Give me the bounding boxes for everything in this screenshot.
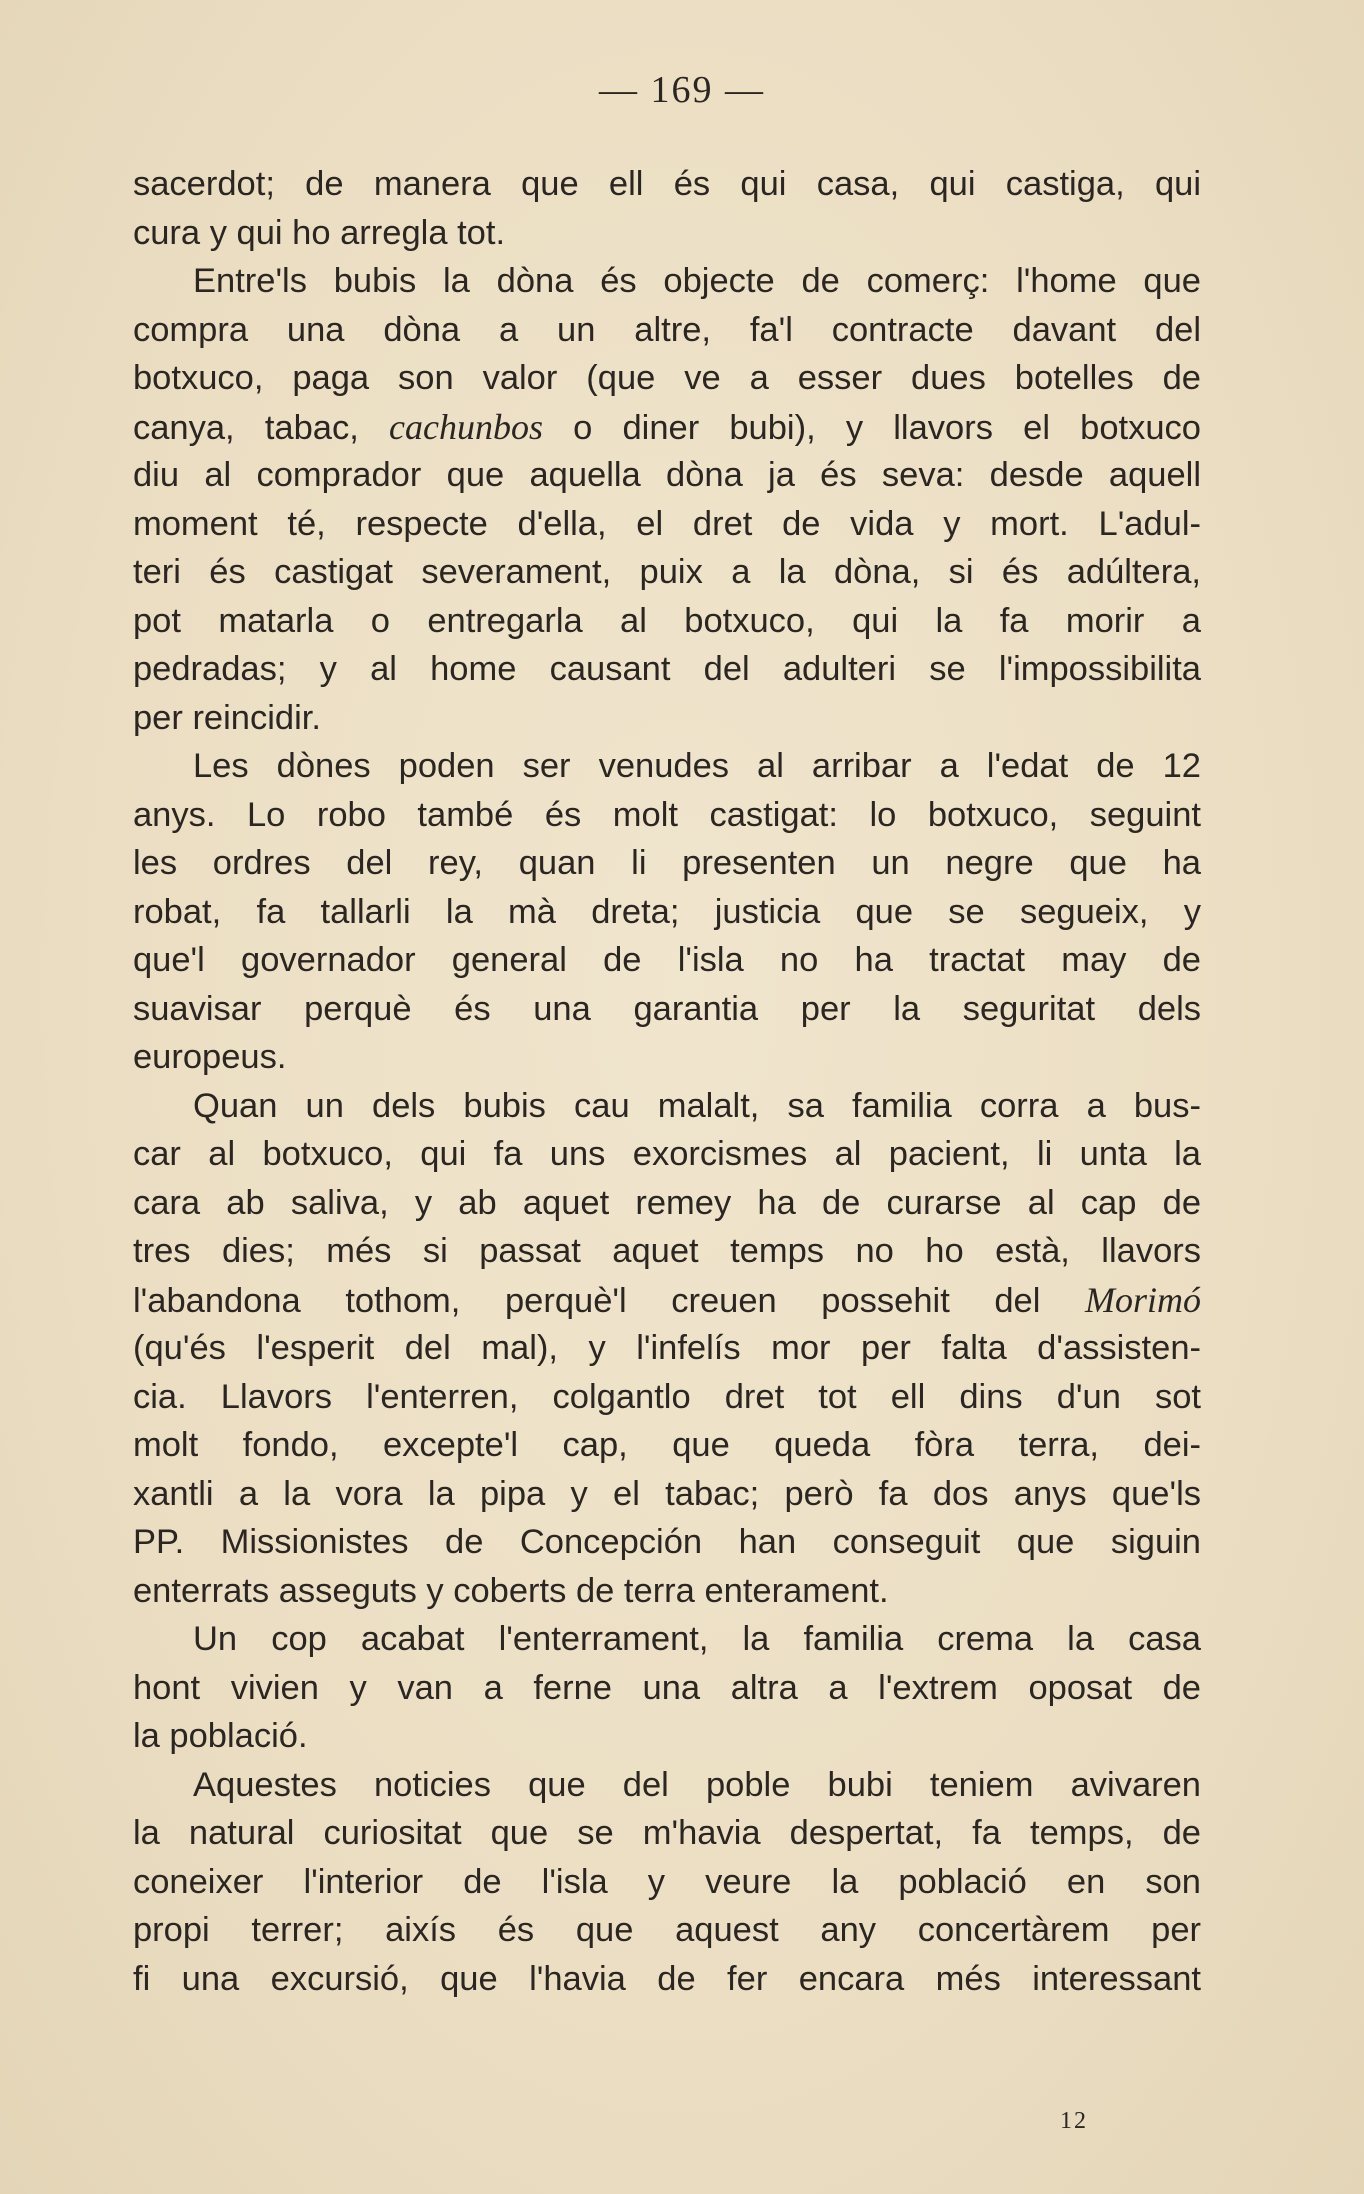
text-segment: l'abandona tothom, perquè'l creuen possehit del	[133, 1281, 1085, 1320]
text-line-mixed	[133, 1276, 1201, 1325]
text-line: botxuco, paga son valor (que ve a esser dues botelles de	[133, 359, 1201, 397]
text-line: per reincidir.	[133, 698, 321, 737]
text-line: pot matarla o entregarla al botxuco, qui la fa morir a	[133, 601, 1201, 640]
text-line: teri és castigat severament, puix a la dòna, si és adúltera,	[133, 553, 1201, 591]
text-line: Un cop acabat l'enterrament, la familia crema la casa	[193, 1620, 1201, 1658]
text-line: xantli a la vora la pipa y el tabac; però fa dos anys que'ls	[133, 1474, 1201, 1513]
text-line: tres dies; més si passat aquet temps no ho està, llavors	[133, 1232, 1201, 1270]
text-segment: o diner bubi), y llavors el botxuco	[542, 408, 1201, 447]
text-line: cia. Llavors l'enterren, colgantlo dret tot ell dins d'un sot	[133, 1377, 1201, 1416]
text-line: (qu'és l'esperit del mal), y l'infelís mor per falta d'assisten-	[133, 1329, 1201, 1367]
text-line: Entre'ls bubis la dòna és objecte de comerç: l'home que	[193, 262, 1201, 300]
text-line: sacerdot; de manera que ell és qui casa, qui castiga, qui	[133, 165, 1201, 203]
text-line-mixed	[133, 403, 1201, 452]
text-segment: canya, tabac,	[133, 408, 389, 447]
text-line: Quan un dels bubis cau malalt, sa familia corra a bus-	[193, 1086, 1201, 1125]
text-line: hont vivien y van a ferne una altra a l'extrem oposat de	[133, 1668, 1201, 1707]
text-line: que'l governador general de l'isla no ha tractat may de	[133, 941, 1201, 979]
text-line: moment té, respecte d'ella, el dret de vida y mort. L'adul-	[133, 504, 1201, 543]
text-line: coneixer l'interior de l'isla y veure la població en son	[133, 1862, 1201, 1901]
signature-mark: 12	[1060, 2108, 1088, 2134]
text-line: pedradas; y al home causant del adulteri se l'impossibilita	[133, 650, 1201, 688]
page-number: — 169 —	[599, 69, 765, 111]
text-line: les ordres del rey, quan li presenten un negre que ha	[133, 844, 1201, 882]
text-line: anys. Lo robo també és molt castigat: lo botxuco, seguint	[133, 795, 1201, 834]
text-line: Aquestes noticies que del poble bubi teniem avivaren	[193, 1765, 1201, 1804]
italic-term: Morimó	[1085, 1279, 1201, 1320]
text-line: fi una excursió, que l'havia de fer encara més interessant	[133, 1959, 1201, 1998]
italic-term: cachunbos	[388, 406, 543, 447]
text-line: car al botxuco, qui fa uns exorcismes al pacient, li unta la	[133, 1135, 1201, 1173]
text-line: molt fondo, excepte'l cap, que queda fòra terra, dei-	[133, 1426, 1201, 1464]
text-line: Les dònes poden ser venudes al arribar a l'edat de 12	[193, 747, 1201, 785]
text-line: cara ab saliva, y ab aquet remey ha de curarse al cap de	[133, 1183, 1201, 1222]
text-line: enterrats asseguts y coberts de terra enterament.	[133, 1571, 889, 1610]
text-line: robat, fa tallarli la mà dreta; justicia que se segueix, y	[133, 892, 1201, 931]
text-line: la població.	[133, 1717, 308, 1755]
text-line: diu al comprador que aquella dòna ja és seva: desde aquell	[133, 456, 1201, 494]
body-text	[133, 160, 1201, 2003]
text-line: europeus.	[133, 1038, 287, 1076]
text-line: compra una dòna a un altre, fa'l contracte davant del	[133, 310, 1201, 349]
text-line: cura y qui ho arregla tot.	[133, 213, 506, 252]
text-line: suavisar perquè és una garantia per la seguritat dels	[133, 989, 1201, 1028]
text-line: PP. Missionistes de Concepción han conseguit que siguin	[133, 1523, 1201, 1561]
text-line: propi terrer; aixís és que aquest any concertàrem per	[133, 1911, 1201, 1949]
text-line: la natural curiositat que se m'havia despertat, fa temps, de	[133, 1814, 1201, 1852]
